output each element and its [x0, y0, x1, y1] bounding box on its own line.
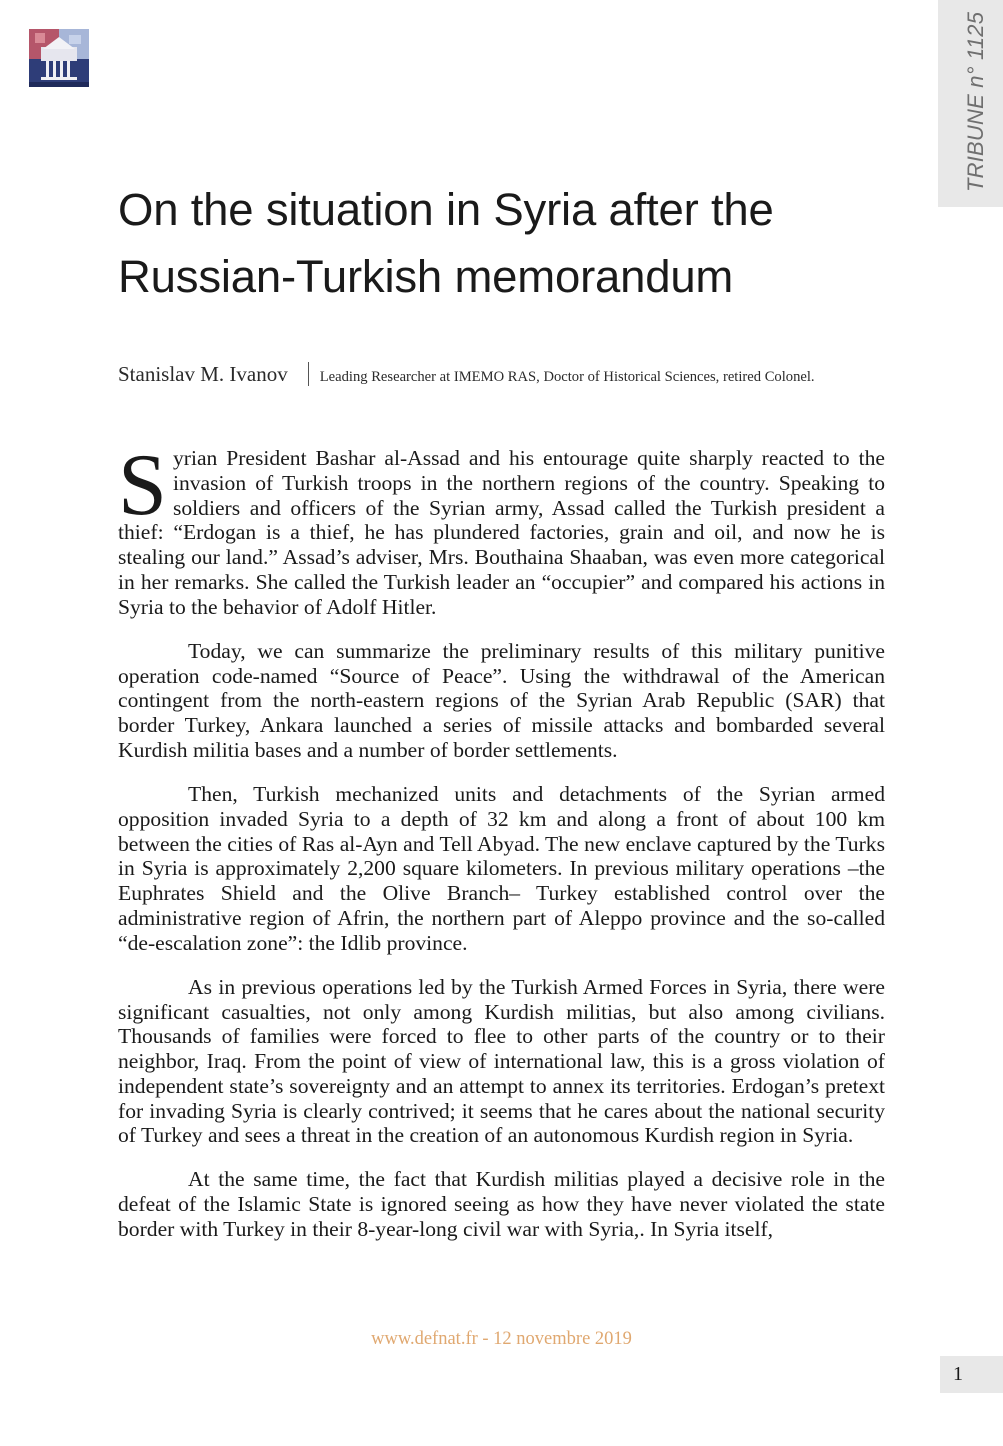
drop-cap: S: [118, 437, 167, 534]
paragraph-text: yrian President Bashar al-Assad and his entourage quite sharply reacted to the invasion of Turkish troops in the northern regions of the country. Speaking to soldiers and officers of the Syrian army, Assad called the Turkish president a thief: “Erdogan is a thief, he has plundered factories, grain and oil, and now he is stealing our land.” Assad’s adviser, Mrs. Bouthaina Shaaban, was even more categorical in her remarks. She called the Turkish leader an “occupier” and compared his actions in Syria to the behavior of Adolf Hitler.: [118, 446, 885, 619]
author-name: Stanislav M. Ivanov: [118, 362, 288, 386]
author-affiliation: Leading Researcher at IMEMO RAS, Doctor of Historical Sciences, retired Colonel.: [319, 369, 815, 385]
paragraph: As in previous operations led by the Turkish Armed Forces in Syria, there were significant casualties, not only among Kurdish militias, but also among civilians. Thousands of families were forced to flee to other parts of the country or to their neighbor, Iraq. From the point of view of international law, this is a gross violation of independent state’s sovereignty and an attempt to annex its territories. Erdogan’s pretext for invading Syria is clearly contrived; it seems that he cares about the national security of Turkey and sees a threat in the creation of an autonomous Kurdish region in Syria.: [118, 974, 885, 1148]
footer-source: www.defnat.fr - 12 novembre 2019: [371, 1329, 632, 1349]
paragraph: Then, Turkish mechanized units and detachments of the Syrian armed opposition invaded Syria to a depth of 32 km and along a front of about 100 km between the cities of Ras al-Ayn and Tell Abyad. The new enclave captured by the Turks in Syria is approximately 2,200 square kilometers. In previous military operations –the Euphrates Shield and the Olive Branch– Turkey established control over the administrative region of Afrin, the northern part of Aleppo province and the so-called “de-escalation zone”: the Idlib province.: [118, 781, 885, 955]
article-body: [118, 437, 885, 1261]
paragraph: [118, 437, 885, 620]
paragraph: Today, we can summarize the preliminary results of this military punitive operation code-named “Source of Peace”. Using the withdrawal of the American contingent from the north-eastern regions of the Syrian Arab Republic (SAR) that border Turkey, Ankara launched a series of missile attacks and bombarded several Kurdish militia bases and a number of border settlements.: [118, 638, 885, 762]
byline-divider: [308, 362, 309, 386]
logo-icon: [29, 29, 89, 87]
paragraph: At the same time, the fact that Kurdish militias played a decisive role in the defeat of the Islamic State is ignored seeing as how they have never violated the state border with Turkey in their 8-year-long civil war with Syria,. In Syria itself,: [118, 1167, 885, 1242]
article-title: On the situation in Syria after the Russian-Turkish memorandum: [118, 184, 774, 302]
page-number-box: [940, 1356, 1003, 1393]
byline: [118, 362, 888, 387]
tribune-number-label: TRIBUNE n° 1125: [963, 11, 988, 192]
page-number: 1: [953, 1363, 963, 1385]
